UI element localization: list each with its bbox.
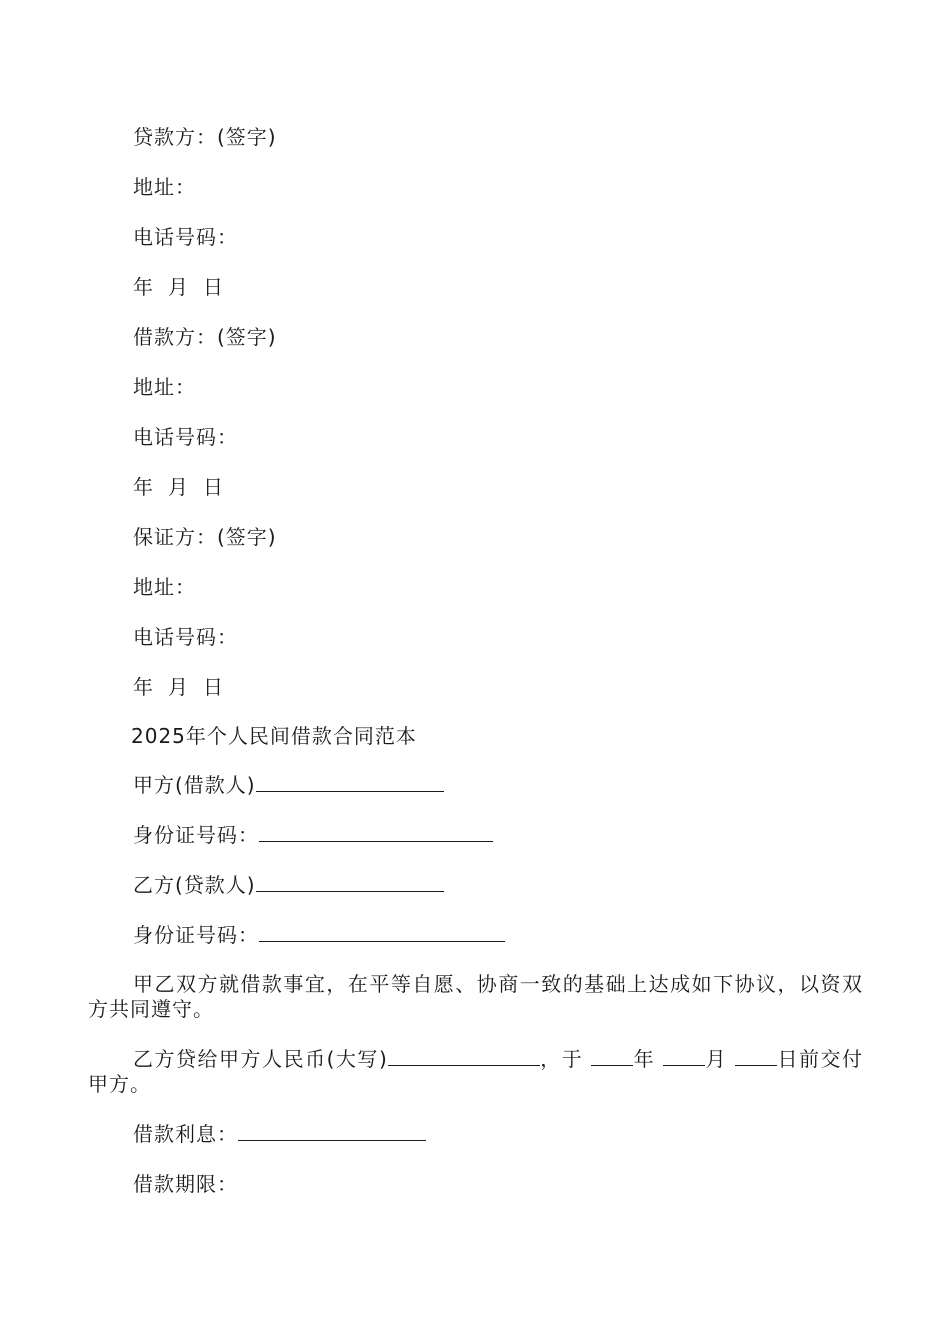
agreement-intro-paragraph: 甲乙双方就借款事宜，在平等自愿、协商一致的基础上达成如下协议，以资双方共同遵守。 bbox=[88, 972, 863, 1021]
borrower-address-label: 地址： bbox=[133, 375, 196, 399]
party-b-blank[interactable] bbox=[256, 873, 444, 892]
party-a-line bbox=[133, 773, 444, 797]
party-b-id-blank[interactable] bbox=[259, 923, 505, 942]
date-day: 日 bbox=[203, 475, 224, 499]
term-label: 借款期限： bbox=[133, 1172, 238, 1196]
lender-phone-label: 电话号码： bbox=[133, 225, 238, 249]
party-a-blank[interactable] bbox=[256, 773, 444, 792]
loan-year-blank[interactable] bbox=[591, 1047, 633, 1066]
lender-signature-label: 贷款方：(签字) bbox=[133, 125, 277, 149]
lender-date-line bbox=[133, 275, 224, 299]
party-a-id-label: 身份证号码： bbox=[133, 823, 259, 847]
guarantor-signature-label: 保证方：(签字) bbox=[133, 525, 277, 549]
loan-year-label: 年 bbox=[633, 1047, 656, 1071]
interest-blank[interactable] bbox=[238, 1122, 426, 1141]
loan-day-blank[interactable] bbox=[735, 1047, 777, 1066]
loan-amount-paragraph bbox=[88, 1047, 863, 1097]
party-a-label: 甲方(借款人) bbox=[133, 773, 256, 797]
party-b-id-label: 身份证号码： bbox=[133, 923, 259, 947]
date-month: 月 bbox=[168, 275, 189, 299]
party-b-label: 乙方(贷款人) bbox=[133, 873, 256, 897]
interest-label: 借款利息： bbox=[133, 1122, 238, 1146]
loan-month-blank[interactable] bbox=[663, 1047, 705, 1066]
date-year: 年 bbox=[133, 475, 154, 499]
date-year: 年 bbox=[133, 275, 154, 299]
interest-line bbox=[133, 1122, 426, 1146]
loan-month-label: 月 bbox=[705, 1047, 728, 1071]
guarantor-phone-label: 电话号码： bbox=[133, 625, 238, 649]
borrower-phone-label: 电话号码： bbox=[133, 425, 238, 449]
loan-delivery-prefix: ，于 bbox=[539, 1047, 584, 1071]
contract-title: 2025年个人民间借款合同范本 bbox=[131, 724, 417, 748]
guarantor-date-line bbox=[133, 675, 224, 699]
date-day: 日 bbox=[203, 275, 224, 299]
borrower-date-line bbox=[133, 475, 224, 499]
date-day: 日 bbox=[203, 675, 224, 699]
date-year: 年 bbox=[133, 675, 154, 699]
loan-amount-label: 乙方贷给甲方人民币(大写) bbox=[133, 1047, 388, 1071]
borrower-signature-label: 借款方：(签字) bbox=[133, 325, 277, 349]
date-month: 月 bbox=[168, 675, 189, 699]
loan-day-label: 日前交付甲方。 bbox=[88, 1047, 864, 1096]
party-b-line bbox=[133, 873, 444, 897]
guarantor-address-label: 地址： bbox=[133, 575, 196, 599]
date-month: 月 bbox=[168, 475, 189, 499]
lender-address-label: 地址： bbox=[133, 175, 196, 199]
loan-amount-blank[interactable] bbox=[388, 1047, 540, 1066]
party-b-id-line bbox=[133, 923, 505, 947]
party-a-id-blank[interactable] bbox=[259, 823, 493, 842]
party-a-id-line bbox=[133, 823, 493, 847]
